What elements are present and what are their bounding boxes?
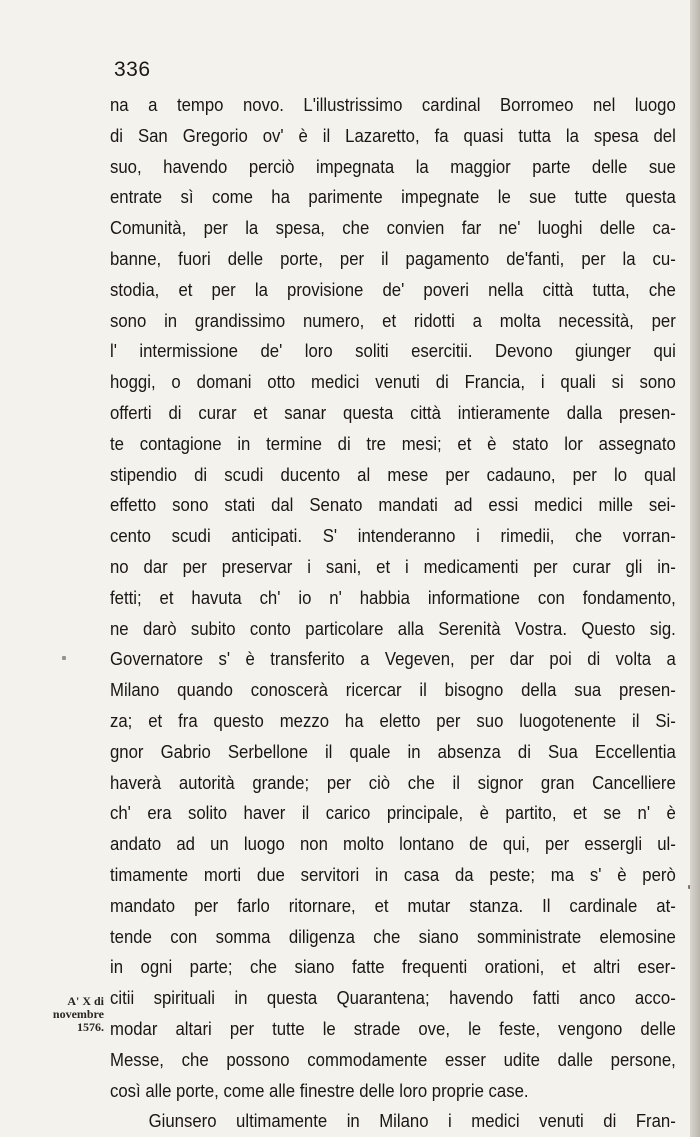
- margin-note-line: A' X di: [67, 994, 104, 1008]
- text-line: Milano quando conoscerà ricercar il bisogno della sua presen-: [110, 680, 676, 701]
- text-line: offerti di curar et sanar questa città intieramente dalla presen-: [110, 402, 676, 423]
- text-line: suo, havendo perciò impegnata la maggior parte delle sue: [110, 156, 676, 177]
- text-line: na a tempo novo. L'illustrissimo cardinal Borromeo nel luogo: [110, 95, 676, 115]
- text-line: di San Gregorio ov' è il Lazaretto, fa quasi tutta la spesa del: [110, 125, 676, 146]
- margin-note-line: 1576.: [77, 1020, 104, 1034]
- text-line: così alle porte, come alle finestre delle loro proprie case.: [110, 1080, 529, 1101]
- text-line: sono in grandissimo numero, et ridotti a molta necessità, per: [110, 310, 676, 331]
- text-line: stipendio di scudi ducento al mese per cadauno, per lo qual: [110, 464, 676, 485]
- margin-note-date: [12, 995, 104, 1034]
- page-edge: [690, 0, 700, 1137]
- text-line: ch' era solito haver il carico principale, è partito, et se n' è: [110, 803, 676, 824]
- body-text: [110, 90, 676, 1137]
- ink-speck: [62, 656, 66, 660]
- text-line: Governatore s' è transferito a Vegeven, per dar poi di volta a: [110, 649, 676, 670]
- text-line: fetti; et havuta ch' io n' habbia informatione con fondamento,: [110, 587, 676, 608]
- text-line: timamente morti due servitori in casa da peste; ma s' è però: [110, 864, 676, 885]
- text-line: stodia, et per la provisione de' poveri nella città tutta, che: [110, 279, 676, 300]
- text-line: in ogni parte; che siano fatte frequenti orationi, et altri eser-: [110, 957, 676, 978]
- text-line: cento scudi anticipati. S' intenderanno i rimedii, che vorran-: [110, 526, 676, 547]
- text-line: effetto sono stati dal Senato mandati ad essi medici mille sei-: [110, 495, 676, 516]
- text-line-paragraph-start: Giunsero ultimamente in Milano i medici venuti di Fran-: [148, 1111, 676, 1132]
- text-line: modar altari per tutte le strade ove, le feste, vengono delle: [110, 1018, 676, 1039]
- margin-note-line: novembre: [52, 1007, 104, 1021]
- text-line: gnor Gabrio Serbellone il quale in absenza di Sua Eccellentia: [110, 741, 676, 762]
- text-line: banne, fuori delle porte, per il pagamento de'fanti, per la cu-: [110, 248, 676, 269]
- text-line: citii spirituali in questa Quarantena; havendo fatti anco acco-: [110, 988, 676, 1009]
- text-line: haverà autorità grande; per ciò che il signor gran Cancelliere: [110, 772, 676, 793]
- text-line: Comunità, per la spesa, che convien far ne' luoghi delle ca-: [110, 218, 676, 239]
- text-line: tende con somma diligenza che siano somministrate elemosine: [110, 926, 676, 947]
- text-line: te contagione in termine di tre mesi; et è stato lor assegnato: [110, 433, 676, 454]
- text-line: za; et fra questo mezzo ha eletto per suo luogotenente il Si-: [110, 710, 676, 731]
- text-line: ne darò subito conto particolare alla Serenità Vostra. Questo sig.: [110, 618, 676, 639]
- text-line: Messe, che possono commodamente esser udite dalle persone,: [110, 1049, 676, 1070]
- text-line: andato ad un luogo non molto lontano de qui, per essergli ul-: [110, 834, 676, 855]
- text-line: mandato per farlo ritornare, et mutar stanza. Il cardinale at-: [110, 895, 676, 916]
- page-number: 336: [114, 58, 151, 81]
- text-line: l' intermissione de' loro soliti esercitii. Devono giunger qui: [110, 341, 676, 362]
- text-line: entrate sì come ha parimente impegnate le sue tutte questa: [110, 187, 676, 208]
- text-line: no dar per preservar i sani, et i medicamenti per curar gli in-: [110, 556, 676, 577]
- text-line: hoggi, o domani otto medici venuti di Francia, i quali si sono: [110, 372, 676, 393]
